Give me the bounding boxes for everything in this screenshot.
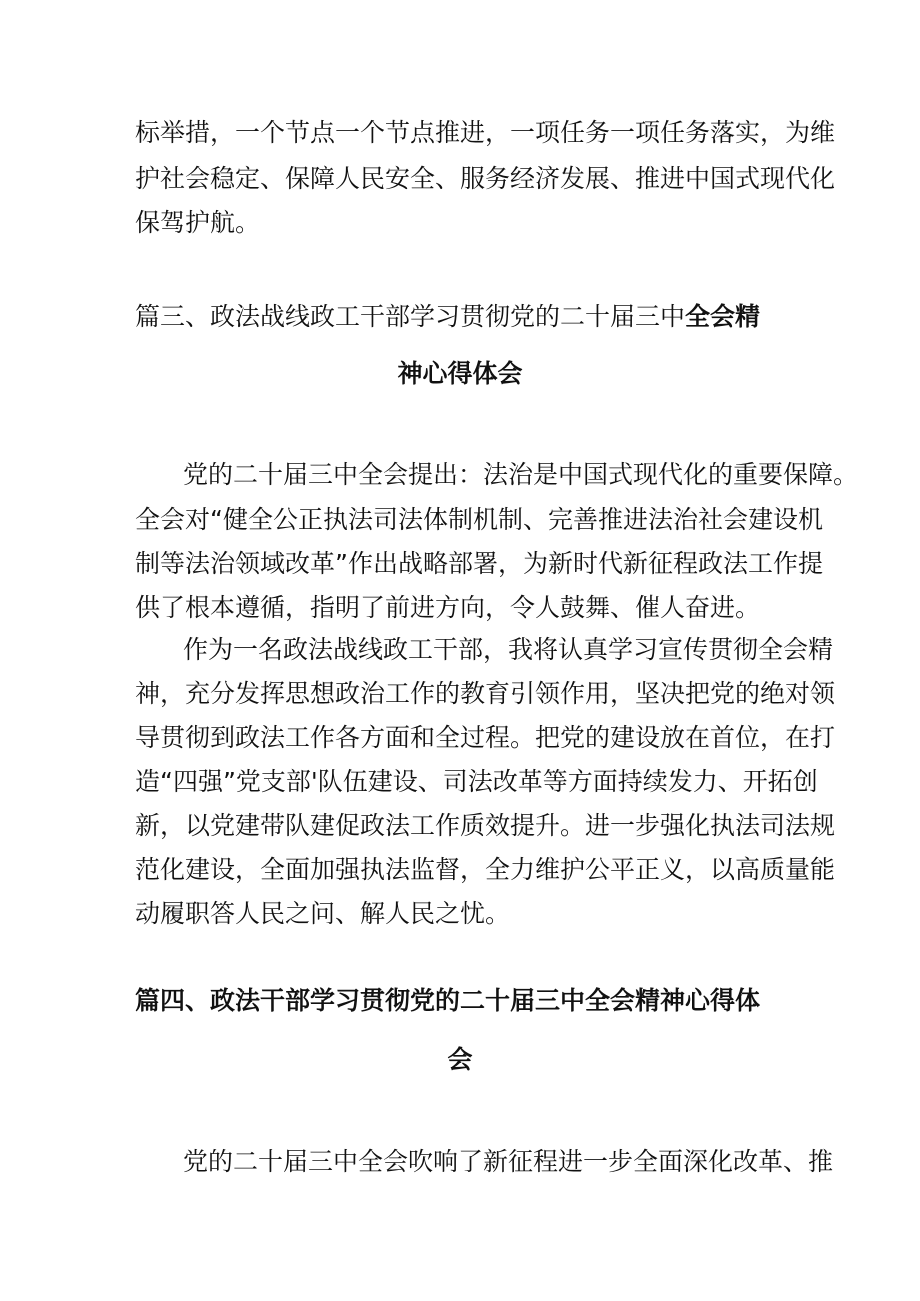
section3-p2-line-7: 动履职答人民之问、解人民之忧。 [135,899,511,928]
top-paragraph-line-1: 标举措，一个节点一个节点推进，一项任务一项任务落实，为维 [135,118,836,147]
section3-p2-line-3: 导贯彻到政法工作各方面和全过程。把党的建设放在首位，在打 [135,723,836,752]
section4-title-line-2: 会 [447,1045,473,1074]
section3-p2-line-4: 造“四强”党支部'队伍建设、司法改革等方面持续发力、开拓创 [135,767,818,796]
top-paragraph-line-3: 保驾护航。 [135,208,261,237]
section3-p1-line-3: 制等法治领域改革”作出战略部署，为新时代新征程政法工作提 [135,549,823,578]
section4-p1-line-1: 党的二十届三中全会吹响了新征程进一步全面深化改革、推 [183,1147,834,1176]
section3-p2-line-6: 范化建设，全面加强执法监督，全力维护公平正义，以高质量能 [135,855,836,884]
section3-title-line-1 [135,300,760,334]
section3-p2-line-2: 神，充分发挥思想政治工作的教育引领作用，坚决把党的绝对领 [135,679,836,708]
section4-title-line-1: 篇四、政法干部学习贯彻党的二十届三中全会精神心得体 [135,986,761,1015]
section3-p1-line-4: 供了根本遵循，指明了前进方向，令人鼓舞、催人奋进。 [135,593,761,622]
section3-p2-line-1: 作为一名政法战线政工干部，我将认真学习宣传贯彻全会精 [183,635,834,664]
section3-p1-line-2: 全会对“健全公正执法司法体制机制、完善推进法治社会建设机 [135,505,823,534]
top-paragraph-line-2: 护社会稳定、保障人民安全、服务经济发展、推进中国式现代化 [135,164,836,193]
section3-p2-line-5: 新，以党建带队建促政法工作质效提升。进一步强化执法司法规 [135,811,836,840]
section3-title-bold: 全会精 [685,302,761,331]
section3-title-line-2: 神心得体会 [397,359,523,388]
section3-title-regular: 篇三、政法战线政工干部学习贯彻党的二十届三中 [135,302,686,331]
section3-p1-line-1: 党的二十届三中全会提出：法治是中国式现代化的重要保障。 [183,460,859,489]
